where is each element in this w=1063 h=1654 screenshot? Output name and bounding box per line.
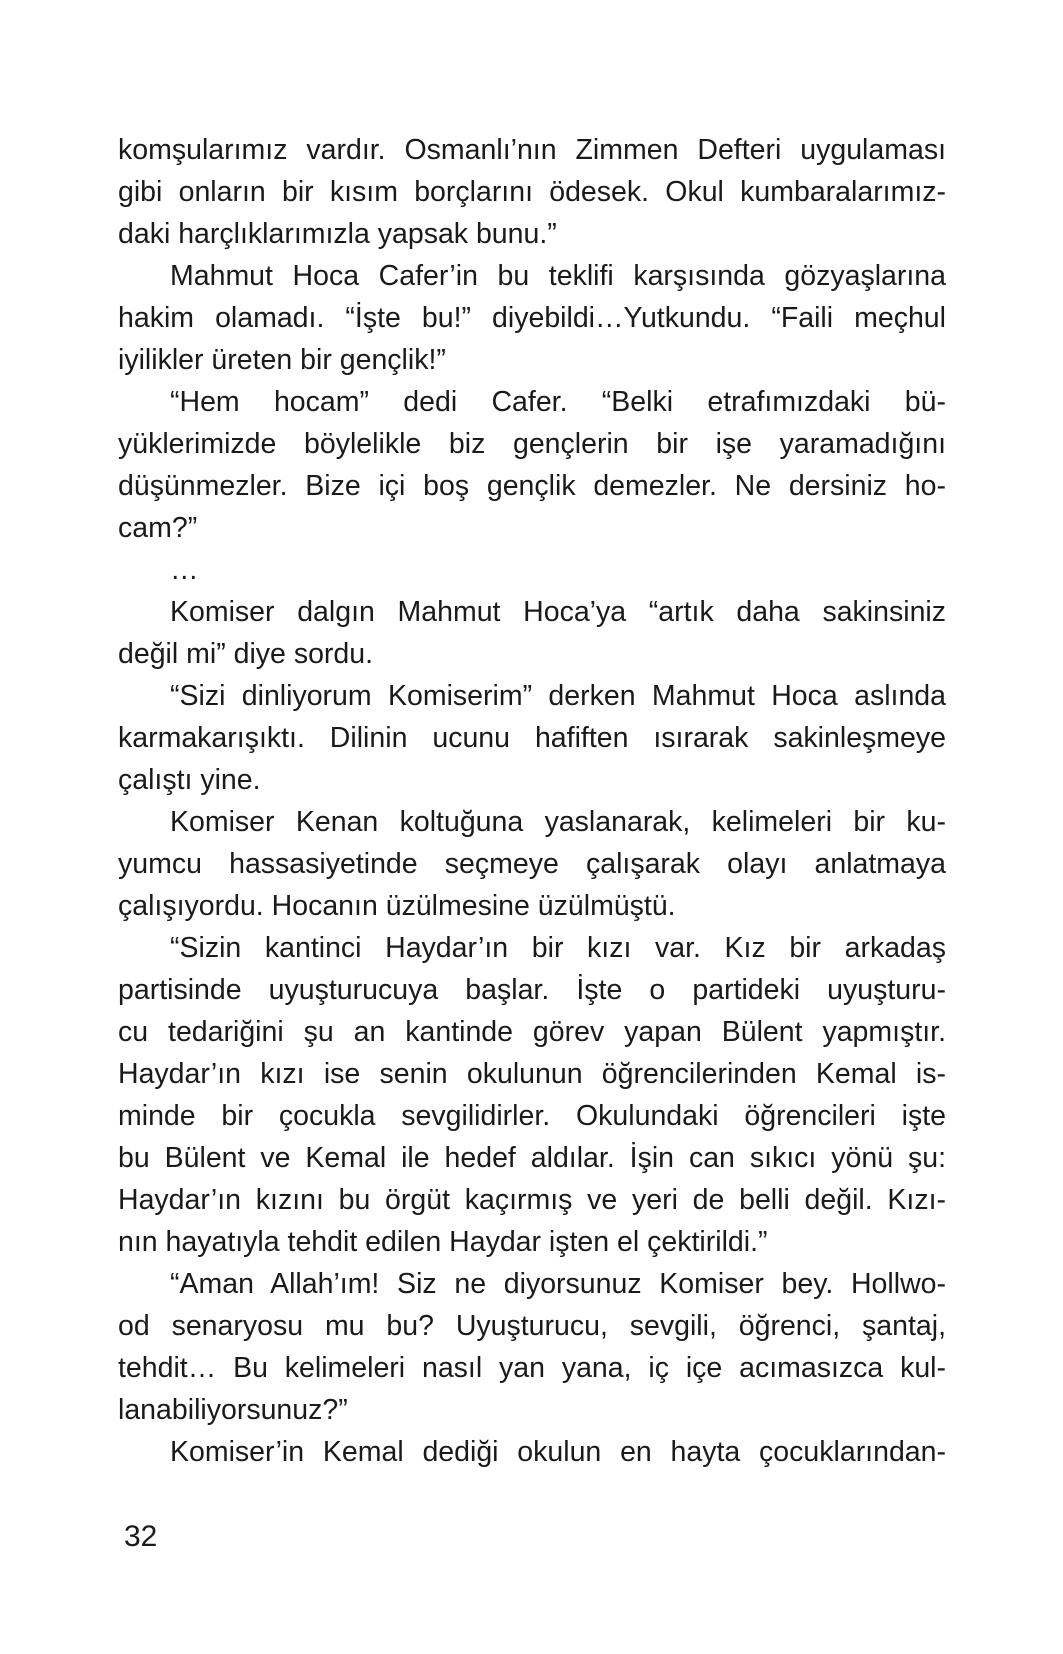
text-line: değil mi” diye sordu. — [118, 638, 374, 670]
text-line: düşünmezler. Bize içi boş gençlik demezler. Ne dersiniz ho- — [118, 470, 946, 502]
text-line: cu tedariğini şu an kantinde görev yapan Bülent yapmıştır. — [118, 1016, 946, 1048]
text-line: Haydar’ın kızı ise senin okulunun öğrencilerinden Kemal is- — [118, 1058, 946, 1090]
text-line: gibi onların bir kısım borçlarını ödesek. Okul kumbaralarımız- — [118, 176, 946, 208]
text-line: “Hem hocam” dedi Cafer. “Belki etrafımızdaki bü- — [170, 386, 946, 418]
text-line: komşularımız vardır. Osmanlı’nın Zimmen Defteri uygulaması — [118, 134, 946, 166]
text-line: lanabiliyorsunuz?” — [118, 1394, 348, 1426]
text-line: çalıştı yine. — [118, 764, 261, 796]
text-line: tehdit… Bu kelimeleri nasıl yan yana, iç içe acımasızca kul- — [118, 1352, 946, 1384]
text-line: karmakarışıktı. Dilinin ucunu hafiften ısırarak sakinleşmeye — [118, 722, 946, 754]
text-line: bu Bülent ve Kemal ile hedef aldılar. İşin can sıkıcı yönü şu: — [118, 1142, 946, 1174]
text-line: iyilikler üreten bir gençlik!” — [118, 344, 446, 376]
text-line: Komiser dalgın Mahmut Hoca’ya “artık daha sakinsiniz — [170, 596, 946, 628]
text-line: minde bir çocukla sevgilidirler. Okulundaki öğrencileri işte — [118, 1100, 946, 1132]
text-line: od senaryosu mu bu? Uyuşturucu, sevgili, öğrenci, şantaj, — [118, 1310, 946, 1342]
text-line: “Sizin kantinci Haydar’ın bir kızı var. Kız bir arkadaş — [170, 932, 946, 964]
text-line: çalışıyordu. Hocanın üzülmesine üzülmüştü. — [118, 890, 676, 922]
text-line: hakim olamadı. “İşte bu!” diyebildi…Yutkundu. “Faili meçhul — [118, 302, 946, 334]
text-line: “Sizi dinliyorum Komiserim” derken Mahmut Hoca aslında — [170, 680, 946, 712]
text-line: nın hayatıyla tehdit edilen Haydar işten el çektirildi.” — [118, 1226, 768, 1258]
text-line: partisinde uyuşturucuya başlar. İşte o partideki uyuşturu- — [118, 974, 946, 1006]
text-line: Komiser Kenan koltuğuna yaslanarak, kelimeleri bir ku- — [170, 806, 946, 838]
text-line: … — [170, 554, 199, 586]
text-line: yüklerimizde böylelikle biz gençlerin bir işe yaramadığını — [118, 428, 946, 460]
text-line: Mahmut Hoca Cafer’in bu teklifi karşısında gözyaşlarına — [170, 260, 946, 292]
text-line: Komiser’in Kemal dediği okulun en hayta çocuklarından- — [170, 1436, 946, 1468]
text-line: daki harçlıklarımızla yapsak bunu.” — [118, 218, 557, 250]
page-number: 32 — [124, 1520, 158, 1553]
body-text — [118, 129, 946, 1473]
text-line: cam?” — [118, 512, 198, 544]
text-line: “Aman Allah’ım! Siz ne diyorsunuz Komiser bey. Hollwo- — [170, 1268, 946, 1300]
text-line: Haydar’ın kızını bu örgüt kaçırmış ve yeri de belli değil. Kızı- — [118, 1184, 946, 1216]
text-line: yumcu hassasiyetinde seçmeye çalışarak olayı anlatmaya — [118, 848, 946, 880]
